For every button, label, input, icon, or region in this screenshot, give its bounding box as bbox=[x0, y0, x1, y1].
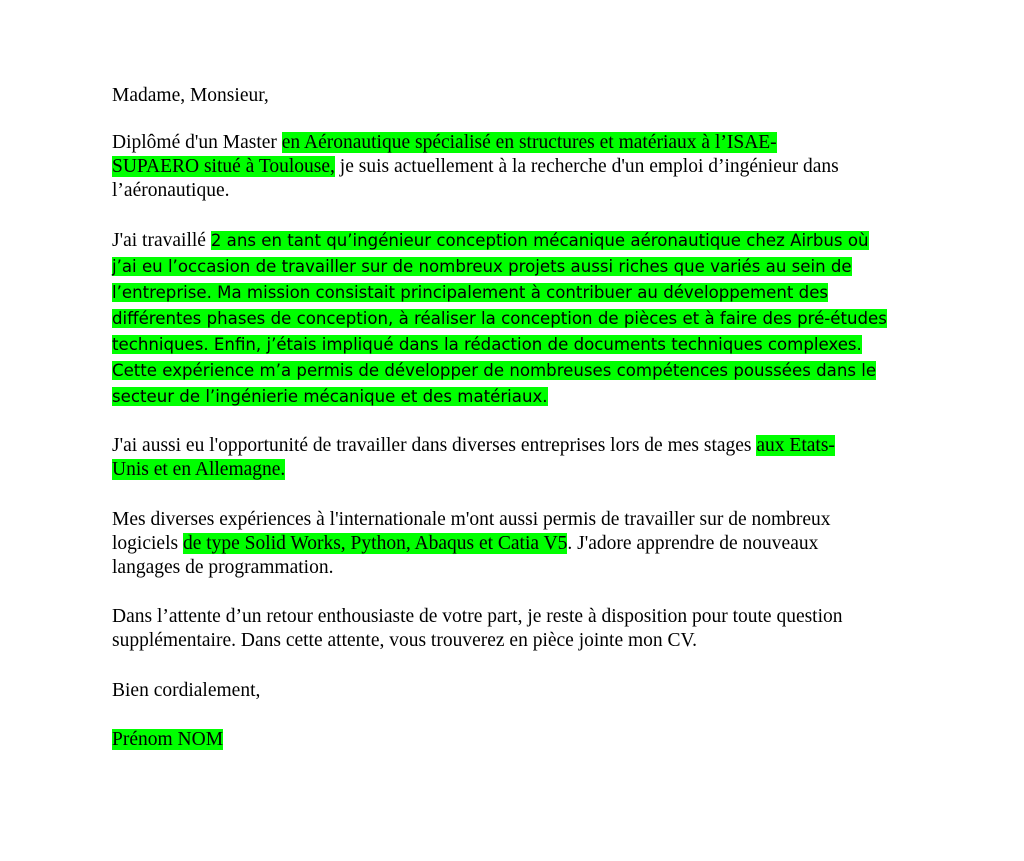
paragraph-2-line-4 bbox=[112, 307, 887, 331]
paragraph-2-line-3 bbox=[112, 281, 828, 305]
paragraph-2-line-6 bbox=[112, 359, 876, 383]
highlighted-text: techniques. Enfin, j’étais impliqué dans la rédaction de documents techniques complexes. bbox=[112, 335, 862, 354]
greeting-text: Madame, Monsieur, bbox=[112, 85, 269, 106]
paragraph-4-line-1 bbox=[112, 508, 831, 532]
text-run: supplémentaire. Dans cette attente, vous trouverez en pièce jointe mon CV. bbox=[112, 630, 697, 651]
signature bbox=[112, 728, 223, 752]
paragraph-2-line-2 bbox=[112, 255, 852, 279]
paragraph-4-line-2 bbox=[112, 532, 818, 556]
paragraph-1-line-3 bbox=[112, 179, 230, 203]
paragraph-5-line-1 bbox=[112, 605, 843, 629]
highlighted-text: 2 ans en tant qu’ingénieur conception mécanique aéronautique chez Airbus où bbox=[210, 231, 869, 250]
paragraph-4-line-3 bbox=[112, 556, 333, 580]
text-run: J'ai travaillé bbox=[112, 230, 211, 251]
highlighted-text: de type Solid Works, Python, Abaqus et Catia V5 bbox=[182, 533, 568, 554]
highlighted-text: j’ai eu l’occasion de travailler sur de nombreux projets aussi riches que variés au sein de bbox=[112, 257, 852, 276]
text-run: J'ai aussi eu l'opportunité de travailler dans diverses entreprises lors de mes stages bbox=[112, 435, 757, 456]
closing-text: Bien cordialement, bbox=[112, 680, 261, 701]
paragraph-3-line-1 bbox=[112, 434, 835, 458]
paragraph-2-line-5 bbox=[112, 333, 862, 357]
highlighted-text: en Aéronautique spécialisé en structures et matériaux à l’ISAE- bbox=[281, 132, 777, 153]
greeting bbox=[112, 84, 269, 108]
text-run: logiciels bbox=[112, 533, 183, 554]
paragraph-3-line-2 bbox=[112, 458, 285, 482]
text-run: l’aéronautique. bbox=[112, 180, 230, 201]
paragraph-1-line-2 bbox=[112, 155, 839, 179]
paragraph-1-line-1 bbox=[112, 131, 777, 155]
paragraph-5-line-2 bbox=[112, 629, 697, 653]
highlighted-text: SUPAERO situé à Toulouse, bbox=[112, 156, 335, 177]
paragraph-2-line-1 bbox=[112, 229, 869, 253]
text-run: . J'adore apprendre de nouveaux bbox=[567, 533, 819, 554]
highlighted-text: aux Etats- bbox=[756, 435, 835, 456]
highlighted-text: Cette expérience m’a permis de développer de nombreuses compétences poussées dans le bbox=[112, 361, 877, 380]
paragraph-2-line-7 bbox=[112, 385, 548, 409]
highlighted-text: l’entreprise. Ma mission consistait principalement à contribuer au développement des bbox=[112, 283, 829, 302]
highlighted-text: différentes phases de conception, à réaliser la conception de pièces et à faire des pré-études bbox=[112, 309, 887, 328]
highlighted-text: secteur de l’ingénierie mécanique et des matériaux. bbox=[112, 387, 548, 406]
text-run: Diplômé d'un Master bbox=[112, 132, 282, 153]
signature-text: Prénom NOM bbox=[112, 729, 224, 750]
highlighted-text: Unis et en Allemagne. bbox=[112, 459, 286, 480]
text-run: je suis actuellement à la recherche d'un emploi d’ingénieur dans bbox=[334, 156, 839, 177]
closing bbox=[112, 679, 260, 703]
text-run: Dans l’attente d’un retour enthousiaste de votre part, je reste à disposition pour toute question bbox=[112, 606, 843, 627]
text-run: langages de programmation. bbox=[112, 557, 334, 578]
text-run: Mes diverses expériences à l'internationale m'ont aussi permis de travailler sur de nombreux bbox=[112, 509, 831, 530]
